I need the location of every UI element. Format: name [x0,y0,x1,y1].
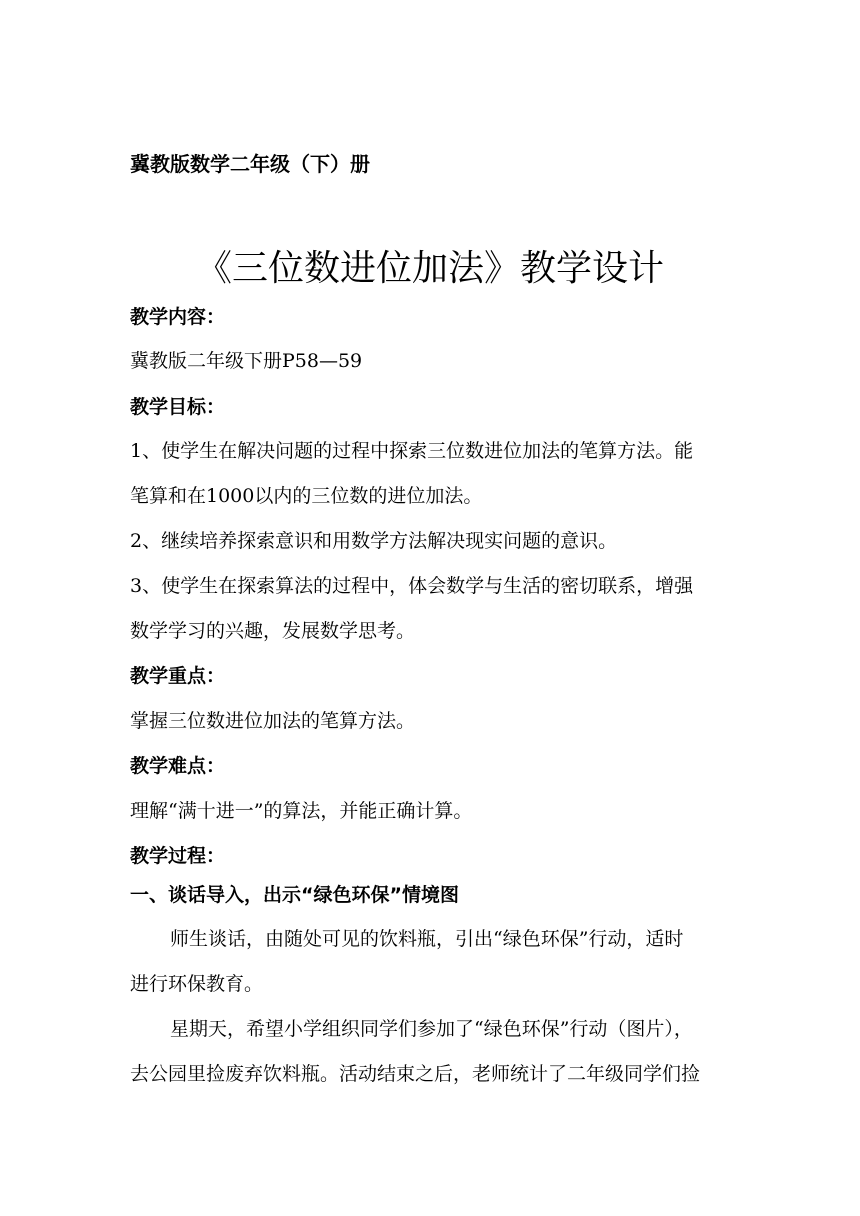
difficulty-heading: 教学难点： [130,755,226,777]
paragraph-2-line-2: 去公园里捡废弃饮料瓶。活动结束之后，老师统计了二年级同学们捡 [130,1063,701,1085]
section-1-heading: 一、谈话导入，出示“绿色环保”情境图 [130,884,459,906]
goals-heading: 教学目标： [130,396,226,418]
paragraph-1-line-1: 师生谈话，由随处可见的饮料瓶，引出“绿色环保”行动，适时 [170,928,684,950]
paragraph-2-line-1: 星期天，希望小学组织同学们参加了“绿色环保”行动（图片）， [170,1018,693,1040]
goal-2: 2、继续培养探索意识和用数学方法解决现实问题的意识。 [130,530,618,552]
goal-1-line-2: 笔算和在1000以内的三位数的进位加法。 [130,485,483,507]
content-text: 冀教版二年级下册P58—59 [130,350,363,372]
process-heading: 教学过程： [130,845,226,867]
goal-3-line-2: 数学学习的兴趣，发展数学思考。 [130,620,416,642]
key-heading: 教学重点： [130,665,226,687]
goal-3-line-1: 3、使学生在探索算法的过程中，体会数学与生活的密切联系，增强 [130,575,694,597]
main-title: 《三位数进位加法》教学设计 [195,248,664,289]
difficulty-text: 理解“满十进一”的算法，并能正确计算。 [130,800,473,822]
goal-1-line-1: 1、使学生在解决问题的过程中探索三位数进位加法的笔算方法。能 [130,440,694,462]
content-heading: 教学内容： [130,306,226,328]
paragraph-1-line-2: 进行环保教育。 [130,973,264,995]
series-title: 冀教版数学二年级（下）册 [130,152,370,176]
key-text: 掌握三位数进位加法的笔算方法。 [130,710,416,732]
